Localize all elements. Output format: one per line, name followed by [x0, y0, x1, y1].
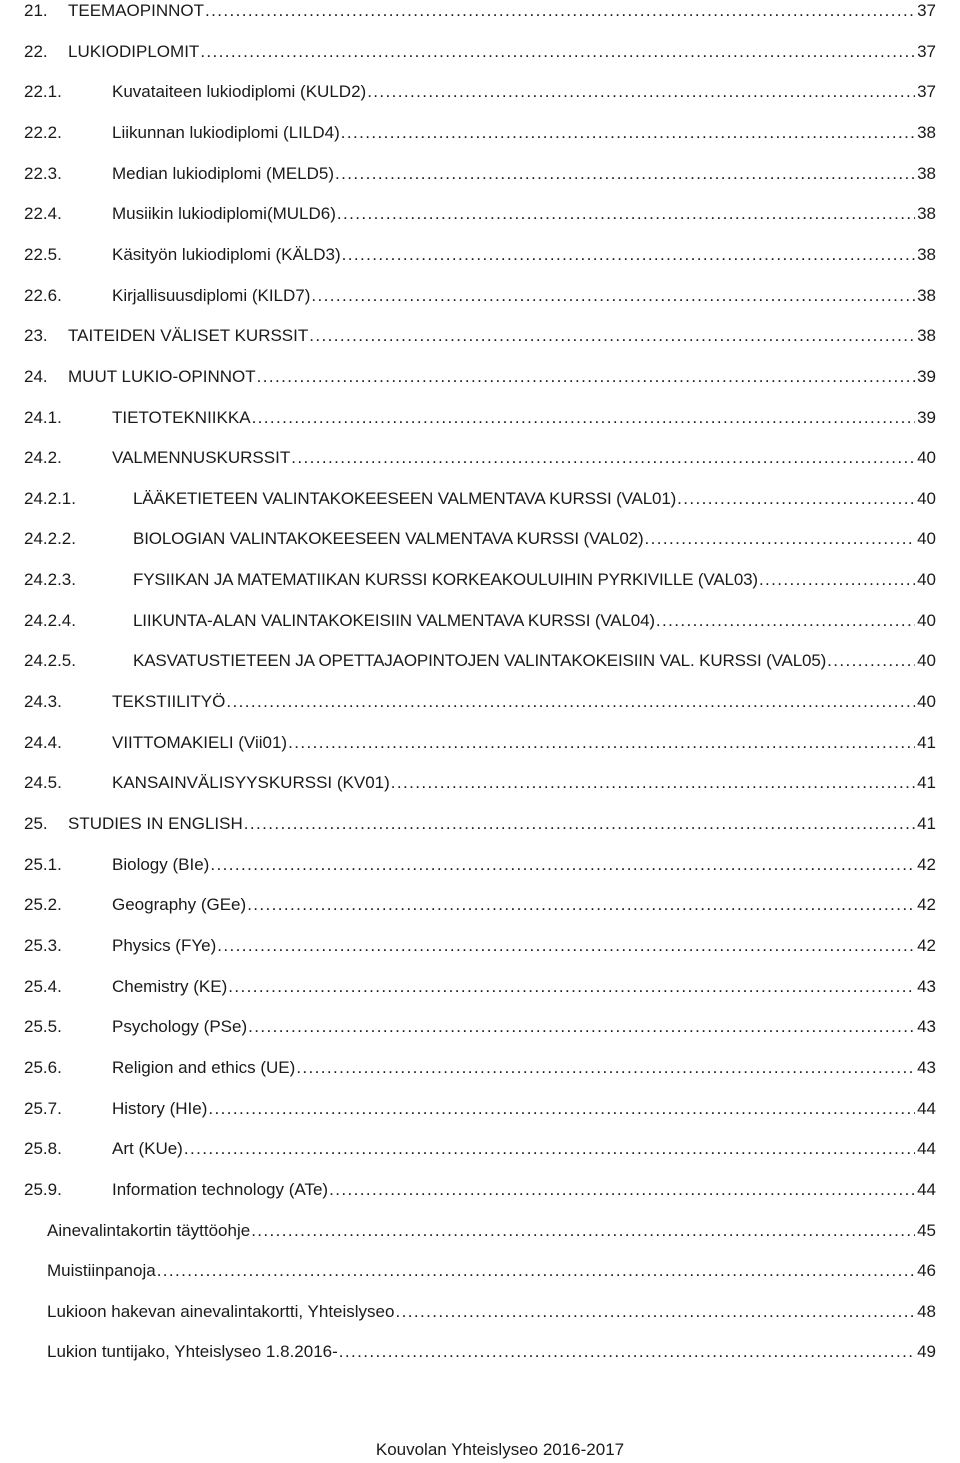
toc-entry-page-number: 39	[917, 366, 936, 386]
toc-entry-page-number: 41	[917, 732, 936, 752]
toc-entry-page-number: 44	[917, 1098, 936, 1118]
toc-entry[interactable]	[0, 1012, 960, 1042]
toc-entry-page-number: 39	[917, 407, 936, 427]
toc-entry[interactable]	[0, 37, 960, 67]
toc-entry-page-number: 40	[917, 448, 936, 468]
toc-entry-page-number: 37	[917, 82, 936, 102]
toc-entry[interactable]	[0, 524, 960, 554]
toc-entry-title: TAITEIDEN VÄLISET KURSSIT	[68, 326, 309, 346]
toc-entry-page-number: 38	[917, 244, 936, 264]
toc-entry-title: History (HIe)	[112, 1098, 208, 1118]
toc-entry-number: 24.1.	[24, 407, 62, 427]
toc-entry[interactable]	[0, 1053, 960, 1083]
toc-entry-title: KASVATUSTIETEEN JA OPETTAJAOPINTOJEN VALINTAKOKEISIIN VAL. KURSSI (VAL05)	[133, 651, 827, 671]
toc-entry-number: 24.2.2.	[24, 529, 76, 549]
dot-leader	[217, 931, 915, 961]
dot-leader	[677, 484, 915, 514]
toc-entry-page-number: 42	[917, 935, 936, 955]
toc-entry-title: Geography (GEe)	[112, 895, 247, 915]
toc-entry-title: VIITTOMAKIELI (Vii01)	[112, 732, 288, 752]
toc-entry-page-number: 40	[917, 651, 936, 671]
dot-leader	[252, 403, 916, 433]
toc-entry-number: 25.4.	[24, 976, 62, 996]
toc-entry[interactable]	[0, 362, 960, 392]
toc-entry[interactable]	[0, 240, 960, 270]
dot-leader	[247, 890, 915, 920]
toc-entry[interactable]	[0, 321, 960, 351]
dot-leader	[335, 159, 915, 189]
toc-entry-title: Käsityön lukiodiplomi (KÄLD3)	[112, 244, 341, 264]
toc-entry-number: 24.2.4.	[24, 610, 76, 630]
toc-entry-page-number: 40	[917, 488, 936, 508]
toc-entry-title: Ainevalintakortin täyttöohje	[47, 1220, 251, 1240]
toc-entry-number: 25.6.	[24, 1057, 62, 1077]
toc-entry-number: 25.2.	[24, 895, 62, 915]
toc-entry[interactable]	[0, 118, 960, 148]
toc-entry-number: 25.3.	[24, 935, 62, 955]
toc-entry-number: 22.2.	[24, 122, 62, 142]
toc-entry-title: Religion and ethics (UE)	[112, 1057, 296, 1077]
toc-entry-number: 21.	[24, 1, 48, 20]
toc-entry-number: 25.5.	[24, 1017, 62, 1037]
dot-leader	[391, 768, 915, 798]
dot-leader	[827, 646, 915, 676]
dot-leader	[329, 1175, 915, 1205]
toc-entry-title: KANSAINVÄLISYYSKURSSI (KV01)	[112, 773, 390, 793]
toc-entry-page-number: 37	[917, 1, 936, 20]
toc-entry[interactable]	[0, 1256, 960, 1286]
toc-entry[interactable]	[0, 1216, 960, 1246]
dot-leader	[296, 1053, 915, 1083]
toc-entry-page-number: 41	[917, 814, 936, 833]
dot-leader	[337, 199, 915, 229]
dot-leader	[200, 37, 915, 67]
toc-entry[interactable]	[0, 850, 960, 880]
dot-leader	[257, 362, 915, 392]
toc-entry[interactable]	[0, 484, 960, 514]
toc-entry-number: 23.	[24, 326, 48, 346]
toc-entry[interactable]	[0, 972, 960, 1002]
page-footer: Kouvolan Yhteislyseo 2016-2017	[375, 1440, 625, 1459]
toc-entry[interactable]	[0, 890, 960, 920]
toc-entry-number: 24.5.	[24, 773, 62, 793]
toc-entry-title: VALMENNUSKURSSIT	[112, 448, 291, 468]
toc-entry[interactable]	[0, 77, 960, 107]
toc-entry-page-number: 44	[917, 1179, 936, 1199]
toc-entry-page-number: 38	[917, 326, 936, 346]
toc-entry[interactable]	[0, 281, 960, 311]
toc-entry-title: Kuvataiteen lukiodiplomi (KULD2)	[112, 82, 367, 102]
toc-entry-title: TEKSTIILITYÖ	[112, 692, 226, 712]
toc-entry-number: 24.	[24, 366, 48, 386]
dot-leader	[248, 1012, 915, 1042]
toc-entry[interactable]	[0, 443, 960, 473]
toc-entry-title: Lukioon hakevan ainevalintakortti, Yhteislyseo	[47, 1301, 395, 1321]
toc-entry-title: Lukion tuntijako, Yhteislyseo 1.8.2016-	[47, 1342, 338, 1362]
toc-entry[interactable]	[0, 646, 960, 676]
dot-leader	[205, 0, 915, 26]
dot-leader	[226, 687, 915, 717]
toc-entry-number: 25.1.	[24, 854, 62, 874]
toc-entry-title: Muistiinpanoja	[47, 1261, 156, 1281]
toc-entry-number: 25.	[24, 814, 48, 833]
toc-entry-page-number: 38	[917, 122, 936, 142]
toc-entry-page-number: 43	[917, 1057, 936, 1077]
dot-leader	[367, 77, 915, 107]
toc-entry-page-number: 46	[917, 1261, 936, 1281]
toc-entry-number: 25.8.	[24, 1139, 62, 1159]
dot-leader	[341, 118, 915, 148]
toc-entry[interactable]	[0, 159, 960, 189]
toc-entry[interactable]	[0, 728, 960, 758]
toc-entry-number: 25.7.	[24, 1098, 62, 1118]
toc-entry-number: 25.9.	[24, 1179, 62, 1199]
toc-entry-title: BIOLOGIAN VALINTAKOKEESEEN VALMENTAVA KURSSI (VAL02)	[133, 529, 644, 549]
toc-entry-number: 24.2.3.	[24, 570, 76, 590]
toc-entry-title: LUKIODIPLOMIT	[68, 41, 200, 61]
toc-entry-title: Musiikin lukiodiplomi(MULD6)	[112, 204, 336, 224]
dot-leader	[339, 1337, 915, 1367]
toc-entry[interactable]	[0, 809, 960, 839]
toc-entry-page-number: 48	[917, 1301, 936, 1321]
dot-leader	[288, 728, 915, 758]
dot-leader	[184, 1134, 915, 1164]
toc-entry-number: 22.3.	[24, 163, 62, 183]
toc-entry-page-number: 44	[917, 1139, 936, 1159]
toc-entry-number: 22.4.	[24, 204, 62, 224]
toc-entry-page-number: 40	[917, 529, 936, 549]
toc-entry-title: TEEMAOPINNOT	[68, 1, 205, 20]
toc-entry-title: Psychology (PSe)	[112, 1017, 248, 1037]
toc-entry[interactable]	[0, 199, 960, 229]
toc-entry-page-number: 43	[917, 976, 936, 996]
toc-entry[interactable]	[0, 1297, 960, 1327]
toc-entry[interactable]	[0, 768, 960, 798]
dot-leader	[759, 565, 915, 595]
toc-entry-number: 24.2.	[24, 448, 62, 468]
dot-leader	[244, 809, 915, 839]
toc-entry-number: 24.3.	[24, 692, 62, 712]
toc-entry-title: FYSIIKAN JA MATEMATIIKAN KURSSI KORKEAKOULUIHIN PYRKIVILLE (VAL03)	[133, 570, 758, 590]
dot-leader	[251, 1216, 915, 1246]
toc-entry-page-number: 37	[917, 41, 936, 61]
toc-entry-page-number: 41	[917, 773, 936, 793]
toc-entry-page-number: 38	[917, 285, 936, 305]
toc-entry-page-number: 40	[917, 610, 936, 630]
dot-leader	[309, 321, 915, 351]
toc-entry-page-number: 42	[917, 854, 936, 874]
toc-entry[interactable]	[0, 1094, 960, 1124]
toc-entry[interactable]	[0, 687, 960, 717]
dot-leader	[395, 1297, 915, 1327]
toc-entry-title: Chemistry (KE)	[112, 976, 228, 996]
dot-leader	[210, 850, 915, 880]
toc-entry-page-number: 38	[917, 204, 936, 224]
toc-entry-number: 22.6.	[24, 285, 62, 305]
dot-leader	[342, 240, 915, 270]
toc-entry[interactable]	[0, 931, 960, 961]
toc-entry-page-number: 38	[917, 163, 936, 183]
dot-leader	[228, 972, 915, 1002]
toc-entry-title: LIIKUNTA-ALAN VALINTAKOKEISIIN VALMENTAVA KURSSI (VAL04)	[133, 610, 655, 630]
dot-leader	[311, 281, 915, 311]
dot-leader	[645, 524, 916, 554]
toc-entry-number: 24.2.1.	[24, 488, 76, 508]
toc-entry-title: Physics (FYe)	[112, 935, 217, 955]
toc-entry-title: Liikunnan lukiodiplomi (LILD4)	[112, 122, 340, 142]
dot-leader	[291, 443, 915, 473]
toc-entry-page-number: 49	[917, 1342, 936, 1362]
toc-entry-number: 22.	[24, 41, 48, 61]
toc-entry-page-number: 40	[917, 692, 936, 712]
toc-entry-title: Kirjallisuusdiplomi (KILD7)	[112, 285, 311, 305]
dot-leader	[656, 606, 915, 636]
toc-entry[interactable]	[0, 565, 960, 595]
toc-entry[interactable]	[0, 0, 960, 26]
toc-entry-title: TIETOTEKNIIKKA	[112, 407, 251, 427]
toc-entry-page-number: 40	[917, 570, 936, 590]
toc-entry-number: 22.5.	[24, 244, 62, 264]
toc-entry-number: 22.1.	[24, 82, 62, 102]
toc-entry-title: LÄÄKETIETEEN VALINTAKOKEESEEN VALMENTAVA KURSSI (VAL01)	[133, 488, 677, 508]
toc-entry-title: STUDIES IN ENGLISH	[68, 814, 243, 833]
toc-entry-title: Median lukiodiplomi (MELD5)	[112, 163, 335, 183]
toc-entry-page-number: 42	[917, 895, 936, 915]
toc-entry-title: Biology (BIe)	[112, 854, 210, 874]
toc-entry[interactable]	[0, 1134, 960, 1164]
toc-entry[interactable]	[0, 606, 960, 636]
toc-entry-page-number: 45	[917, 1220, 936, 1240]
toc-entry[interactable]	[0, 1337, 960, 1367]
toc-entry-page-number: 43	[917, 1017, 936, 1037]
dot-leader	[157, 1256, 915, 1286]
toc-entry-title: Information technology (ATe)	[112, 1179, 329, 1199]
toc-entry-number: 24.2.5.	[24, 651, 76, 671]
toc-entry-title: MUUT LUKIO-OPINNOT	[68, 366, 256, 386]
toc-entry-number: 24.4.	[24, 732, 62, 752]
toc-entry-title: Art (KUe)	[112, 1139, 183, 1159]
toc-entry[interactable]	[0, 403, 960, 433]
dot-leader	[208, 1094, 915, 1124]
toc-entry[interactable]	[0, 1175, 960, 1205]
